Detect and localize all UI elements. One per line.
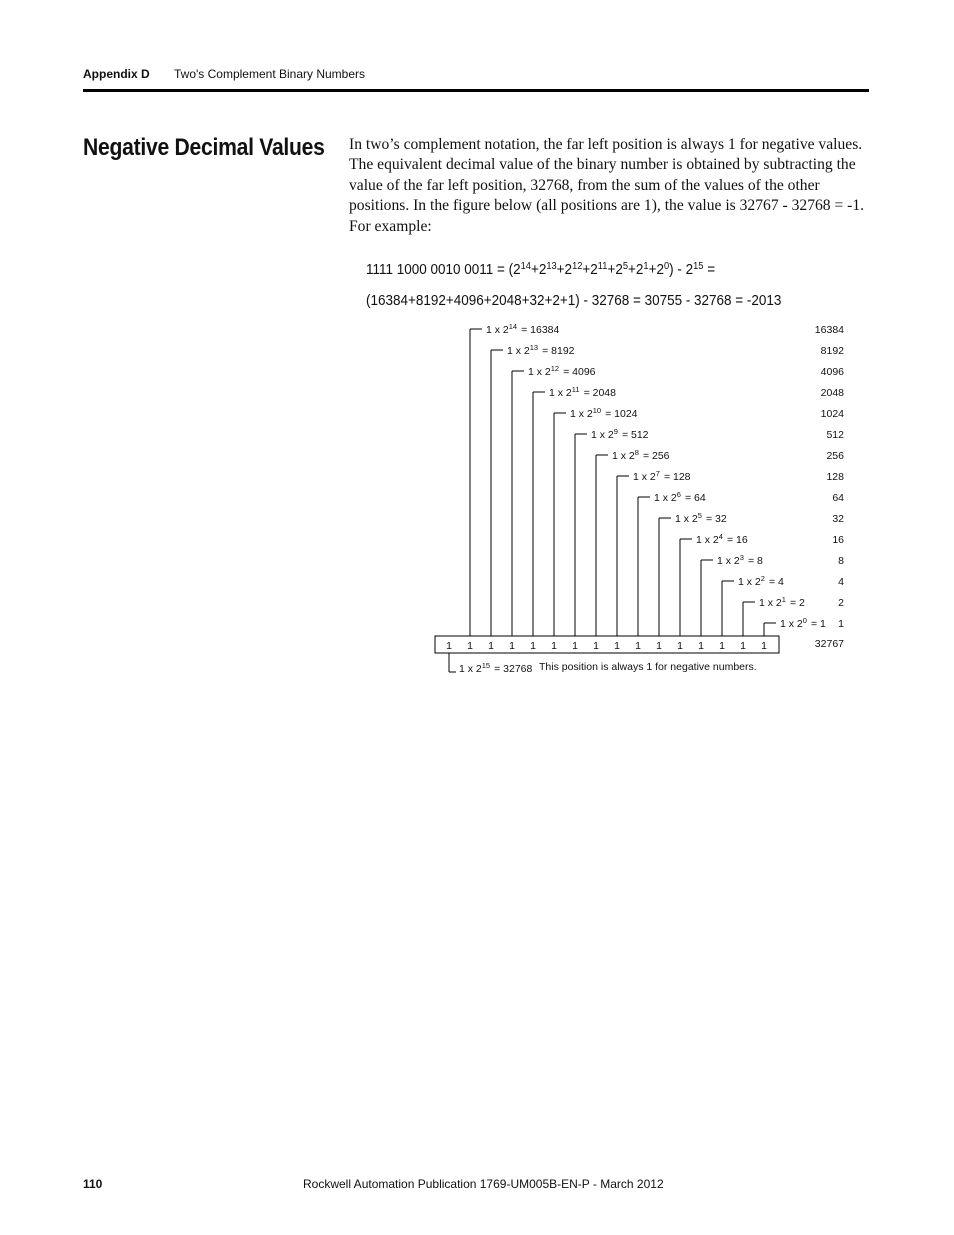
bit-digit: 1 xyxy=(551,640,557,652)
bit-register-box xyxy=(435,636,779,653)
bit-digit: 1 xyxy=(467,640,473,652)
eq1-exp: 0 xyxy=(663,261,670,272)
section-paragraph: In two’s complement notation, the far left position is always 1 for negative values. The equivalent decimal value of the binary number is obtained by subtracting the value of the far left position, 32768, from the sum of the values of the other positions. In the figure below (all positions are 1), the value is 32767 - 32768 = -1. For example: xyxy=(349,136,865,235)
bit-weight-label: 1 x $2^6 = 64$ xyxy=(654,490,706,504)
section-title: Negative Decimal Values xyxy=(83,134,325,161)
header-section-label: Appendix D xyxy=(83,67,150,81)
footer-page-number: 110 xyxy=(83,1177,103,1191)
bit-digit: 1 xyxy=(572,640,578,652)
bit-weight-label: 1 x $2^{14} = 16384$ xyxy=(486,322,560,336)
weight-value: 128 xyxy=(826,471,844,483)
eq1-mid: ) - 2 xyxy=(669,262,694,278)
eq1-exp: 12 xyxy=(572,261,583,272)
header-title: Two's Complement Binary Numbers xyxy=(174,67,366,81)
weight-total: 32767 xyxy=(814,638,844,650)
eq1-prefix: 1111 1000 0010 0011 = (2 xyxy=(366,262,521,278)
weight-value: 8 xyxy=(838,555,844,567)
bit-digit: 1 xyxy=(614,640,620,652)
bit-weight-label: 1 x $2^{11} = 2048$ xyxy=(549,385,616,399)
weight-value: 32 xyxy=(832,513,844,525)
eq1-exp: 14 xyxy=(520,261,531,272)
bit-digit: 1 xyxy=(677,640,683,652)
bit-weight-label: 1 x $2^8 = 256$ xyxy=(612,448,670,462)
bit-digit: 1 xyxy=(719,640,725,652)
bit-weight-label: 1 x $2^{12} = 4096$ xyxy=(528,364,596,378)
equation-line-2: (16384+8192+4096+2048+32+2+1) - 32768 = 30755 - 32768 = -2013 xyxy=(366,293,782,309)
weight-value: 4096 xyxy=(820,366,844,378)
bit-digit: 1 xyxy=(656,640,662,652)
weight-value: 64 xyxy=(832,492,844,504)
weight-value: 2 xyxy=(838,597,844,609)
bit-weight-label: 1 x $2^{13} = 8192$ xyxy=(507,343,575,357)
eq1-exp: 13 xyxy=(546,261,557,272)
weight-value: 16384 xyxy=(814,324,844,336)
footer-publication: Rockwell Automation Publication 1769-UM005B-EN-P - March 2012 xyxy=(303,1177,664,1191)
bit-digit: 1 xyxy=(761,640,767,652)
weight-value: 256 xyxy=(826,450,844,462)
sign-weight-label: 1 x $2^{15} = 32768$ xyxy=(459,661,533,675)
bit-digit: 1 xyxy=(698,640,704,652)
bit-weight-label: 1 x $2^0 = 1$ xyxy=(780,616,826,630)
bit-weight-label: 1 x $2^4 = 16$ xyxy=(696,532,748,546)
eq1-suffix: = xyxy=(703,262,716,278)
bit-digit: 1 xyxy=(509,640,515,652)
bit-digit: 1 xyxy=(530,640,536,652)
sign-note: This position is always 1 for negative numbers. xyxy=(539,661,757,673)
bit-weight-label: 1 x $2^3 = 8$ xyxy=(717,553,763,567)
bit-digit: 1 xyxy=(635,640,641,652)
bit-digit: 1 xyxy=(488,640,494,652)
bit-weight-label: 1 x $2^5 = 32$ xyxy=(675,511,727,525)
weight-value: 1024 xyxy=(820,408,844,420)
bit-digit: 1 xyxy=(446,640,452,652)
eq1-last-exp: 15 xyxy=(693,261,704,272)
equation-line-1: 1111 1000 0010 $0011 = (2^{14}+2^{13}+2^{12}+2^{11}+2^5+2^1+2^0) - 2^{15}$ = xyxy=(366,261,716,278)
eq1-exp: 5 xyxy=(622,261,629,272)
weight-value: 4 xyxy=(838,576,844,588)
bit-digit: 1 xyxy=(593,640,599,652)
eq1-exp: 11 xyxy=(597,261,608,272)
diagram-text xyxy=(446,322,844,675)
weight-value: 512 xyxy=(826,429,844,441)
weight-value: 1 xyxy=(838,618,844,630)
weight-value: 2048 xyxy=(820,387,844,399)
bit-weight-label: 1 x $2^7 = 128$ xyxy=(633,469,691,483)
bit-weight-label: 1 x $2^{10} = 1024$ xyxy=(570,406,638,420)
weight-value: 16 xyxy=(832,534,844,546)
bit-weight-label: 1 x $2^2 = 4$ xyxy=(738,574,784,588)
bit-weight-label: 1 x $2^9 = 512$ xyxy=(591,427,649,441)
eq1-exp: 1 xyxy=(643,261,649,272)
bit-digit: 1 xyxy=(740,640,746,652)
weight-value: 8192 xyxy=(820,345,844,357)
bit-weight-label: 1 x $2^1 = 2$ xyxy=(759,595,805,609)
diagram-lines xyxy=(435,329,779,672)
